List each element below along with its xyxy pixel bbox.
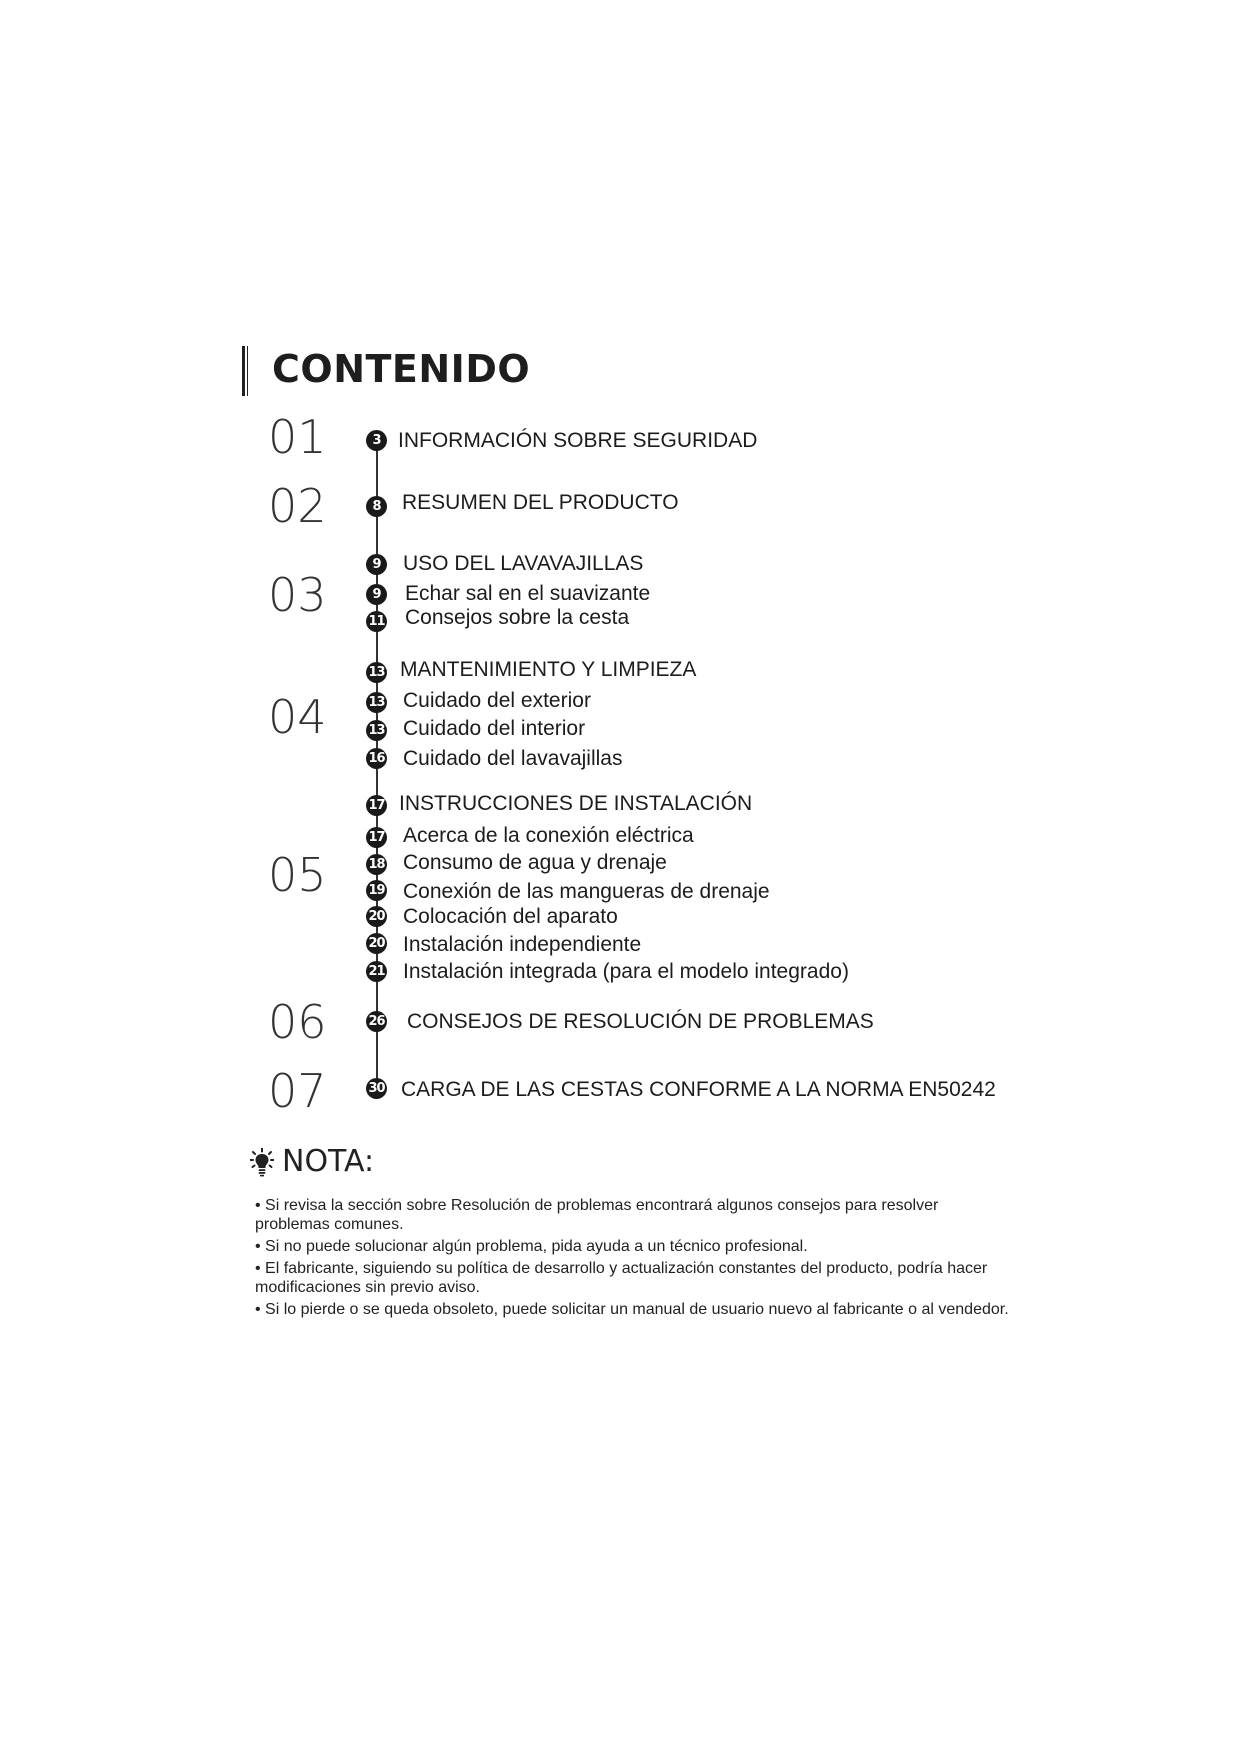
section-number-05: 05 [268, 848, 327, 902]
nota-item: • El fabricante, siguiendo su política de desarrollo y actualización constantes del producto, podría hacer modificaciones sin previo aviso. [255, 1260, 988, 1296]
nota-item: • Si lo pierde o se queda obsoleto, puede solicitar un manual de usuario nuevo al fabricante o al vendedor. [255, 1301, 1009, 1318]
page-badge: 17 [366, 795, 387, 816]
section-number-06: 06 [268, 995, 327, 1049]
section-number-07: 07 [268, 1064, 327, 1118]
toc-entry-label: Instalación integrada (para el modelo integrado) [403, 960, 849, 983]
page-badge: 20 [366, 933, 387, 954]
title-accent-bar-thin [247, 346, 248, 396]
toc-entry-label: Cuidado del lavavajillas [403, 747, 623, 770]
lightbulb-icon [250, 1148, 274, 1178]
section-number-04: 04 [268, 690, 327, 744]
toc-entry-label: Consumo de agua y drenaje [403, 851, 667, 874]
page-badge: 26 [366, 1011, 387, 1032]
toc-entry-label: INSTRUCCIONES DE INSTALACIÓN [399, 792, 753, 815]
toc-entry-label: RESUMEN DEL PRODUCTO [402, 491, 679, 514]
nota-item: • Si revisa la sección sobre Resolución de problemas encontrará algunos consejos para resolver problemas comunes. [255, 1197, 939, 1233]
toc-entry-label: Cuidado del exterior [403, 689, 591, 712]
page-badge: 11 [366, 611, 387, 632]
toc-entry-label: CONSEJOS DE RESOLUCIÓN DE PROBLEMAS [407, 1010, 874, 1033]
section-number-03: 03 [268, 568, 327, 622]
page-badge: 17 [366, 827, 387, 848]
page-badge: 8 [366, 496, 387, 517]
page-badge: 20 [366, 906, 387, 927]
toc-entry-label: MANTENIMIENTO Y LIMPIEZA [400, 658, 697, 681]
toc-entry-label: Instalación independiente [403, 933, 642, 956]
page-badge: 21 [366, 961, 387, 982]
toc-entry-label: CARGA DE LAS CESTAS CONFORME A LA NORMA EN50242 [401, 1078, 996, 1101]
page-badge: 3 [366, 430, 387, 451]
page-title: CONTENIDO [272, 347, 531, 391]
toc-entry-label: USO DEL LAVAVAJILLAS [403, 552, 644, 575]
nota-item: • Si no puede solucionar algún problema, pida ayuda a un técnico profesional. [255, 1238, 808, 1255]
nota-title: NOTA: [282, 1144, 375, 1179]
title-accent-bar [242, 346, 245, 396]
toc-entry-label: Consejos sobre la cesta [405, 606, 630, 629]
nota-list [255, 1196, 1015, 1322]
page-badge: 18 [366, 854, 387, 875]
page-badge: 19 [366, 880, 387, 901]
page-badge: 30 [366, 1078, 387, 1099]
toc-entry-label: Cuidado del interior [403, 717, 586, 740]
page-badge: 13 [366, 720, 387, 741]
toc-entry-label: Echar sal en el suavizante [405, 582, 651, 605]
toc-entry-label: Colocación del aparato [403, 905, 618, 928]
toc-entry-label: INFORMACIÓN SOBRE SEGURIDAD [398, 429, 758, 452]
page-badge: 9 [366, 554, 387, 575]
toc-entry-label: Acerca de la conexión eléctrica [403, 824, 694, 847]
toc-entry-label: Conexión de las mangueras de drenaje [403, 880, 770, 903]
page-badge: 13 [366, 692, 387, 713]
page-badge: 16 [366, 748, 387, 769]
page-badge: 9 [366, 584, 387, 605]
section-number-02: 02 [268, 479, 327, 533]
page-badge: 13 [366, 662, 387, 683]
section-number-01: 01 [268, 410, 327, 464]
